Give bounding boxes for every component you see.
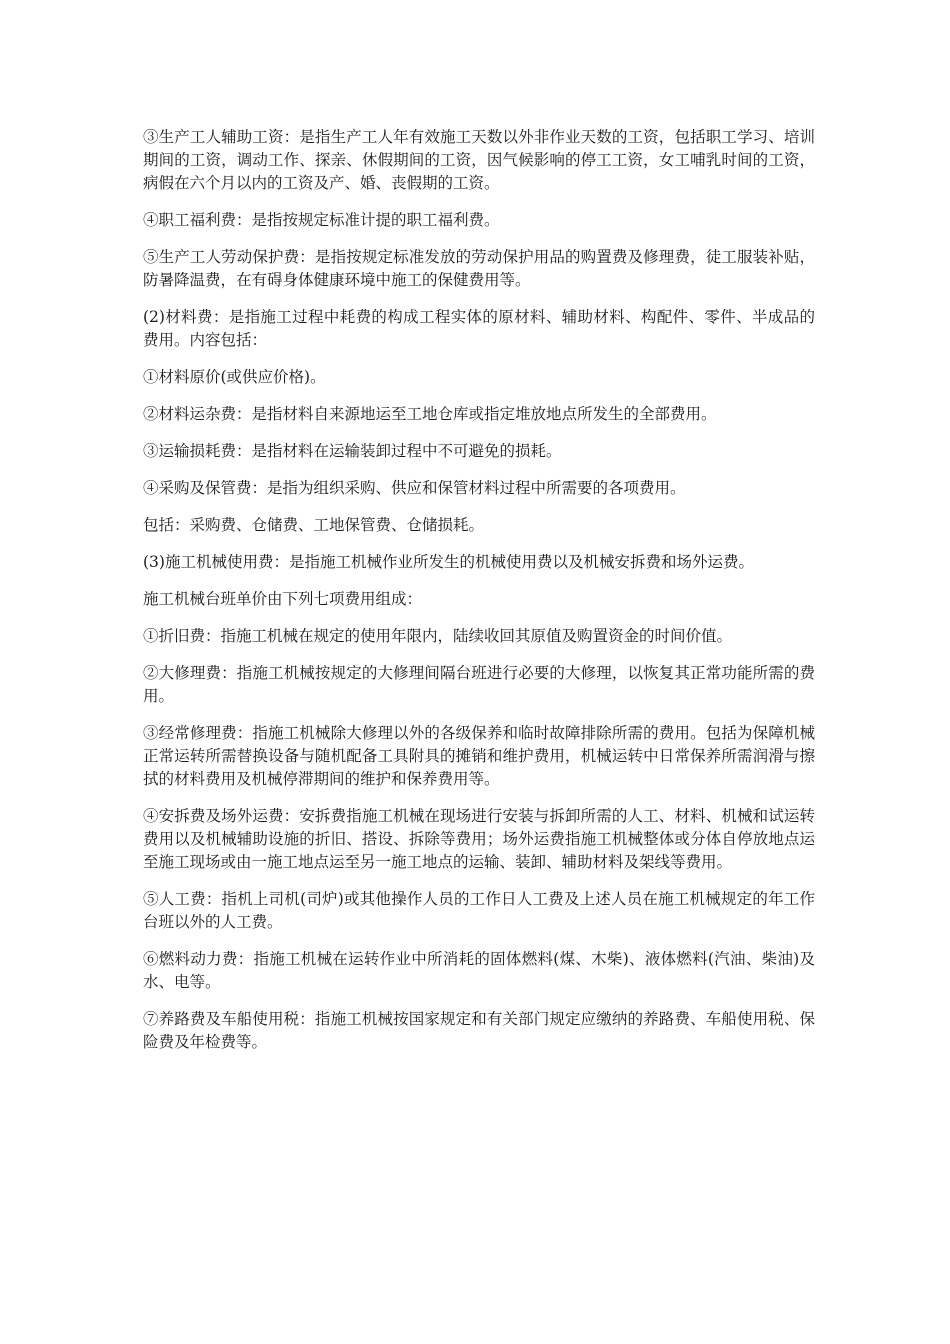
paragraph-procurement-storage-fee: ④采购及保管费：是指为组织采购、供应和保管材料过程中所需要的各项费用。 (143, 479, 686, 497)
paragraph-fuel-power-fee: ⑥燃料动力费：指施工机械在运转作业中所消耗的固体燃料(煤、木柴)、液体燃料(汽油、柴油)及水、电等。 (143, 950, 815, 991)
paragraph-transport-loss-fee: ③运输损耗费：是指材料在运输装卸过程中不可避免的损耗。 (143, 442, 562, 460)
paragraph-machinery-usage-fee: (3)施工机械使用费：是指施工机械作业所发生的机械使用费以及机械安拆费和场外运费。 (143, 553, 754, 571)
paragraph-welfare-fee: ④职工福利费：是指按规定标准计提的职工福利费。 (143, 211, 500, 229)
paragraph-regular-repair-fee: ③经常修理费：指施工机械除大修理以外的各级保养和临时故障排除所需的费用。包括为保障机械正常运转所需替换设备与随机配备工具附具的摊销和维护费用，机械运转中日常保养所需润滑与擦拭的材料费用及机械停滞期间的维护和保养费用等。 (143, 724, 815, 788)
paragraph-material-transport-fee: ②材料运杂费：是指材料自来源地运至工地仓库或指定堆放地点所发生的全部费用。 (143, 405, 717, 423)
paragraph-labor-fee: ⑤人工费：指机上司机(司炉)或其他操作人员的工作日人工费及上述人员在施工机械规定的年工作台班以外的人工费。 (143, 890, 815, 931)
paragraph-machinery-shift-price: 施工机械台班单价由下列七项费用组成： (143, 590, 423, 608)
document-page (143, 126, 815, 1068)
paragraph-includes: 包括：采购费、仓储费、工地保管费、仓储损耗。 (143, 516, 485, 534)
paragraph-material-fee: (2)材料费：是指施工过程中耗费的构成工程实体的原材料、辅助材料、构配件、零件、半成品的费用。内容包括： (143, 308, 815, 349)
paragraph-overhaul-fee: ②大修理费：指施工机械按规定的大修理间隔台班进行必要的大修理，以恢复其正常功能所需的费用。 (143, 664, 815, 705)
paragraph-labor-protection-fee: ⑤生产工人劳动保护费：是指按规定标准发放的劳动保护用品的购置费及修理费，徒工服装补贴，防暑降温费，在有碍身体健康环境中施工的保健费用等。 (143, 248, 815, 289)
paragraph-installation-transport-fee: ④安拆费及场外运费：安拆费指施工机械在现场进行安装与拆卸所需的人工、材料、机械和试运转费用以及机械辅助设施的折旧、搭设、拆除等费用；场外运费指施工机械整体或分体自停放地点运至施工现场或由一施工地点运至另一施工地点的运输、装卸、辅助材料及架线等费用。 (143, 807, 815, 871)
paragraph-worker-auxiliary-wage: ③生产工人辅助工资：是指生产工人年有效施工天数以外非作业天数的工资，包括职工学习、培训期间的工资，调动工作、探亲、休假期间的工资，因气候影响的停工工资，女工哺乳时间的工资，病假在六个月以内的工资及产、婚、丧假期的工资。 (143, 128, 815, 192)
paragraph-road-vehicle-tax: ⑦养路费及车船使用税：指施工机械按国家规定和有关部门规定应缴纳的养路费、车船使用税、保险费及年检费等。 (143, 1010, 815, 1051)
paragraph-material-original-price: ①材料原价(或供应价格)。 (143, 368, 326, 386)
paragraph-depreciation-fee: ①折旧费：指施工机械在规定的使用年限内，陆续收回其原值及购置资金的时间价值。 (143, 627, 733, 645)
